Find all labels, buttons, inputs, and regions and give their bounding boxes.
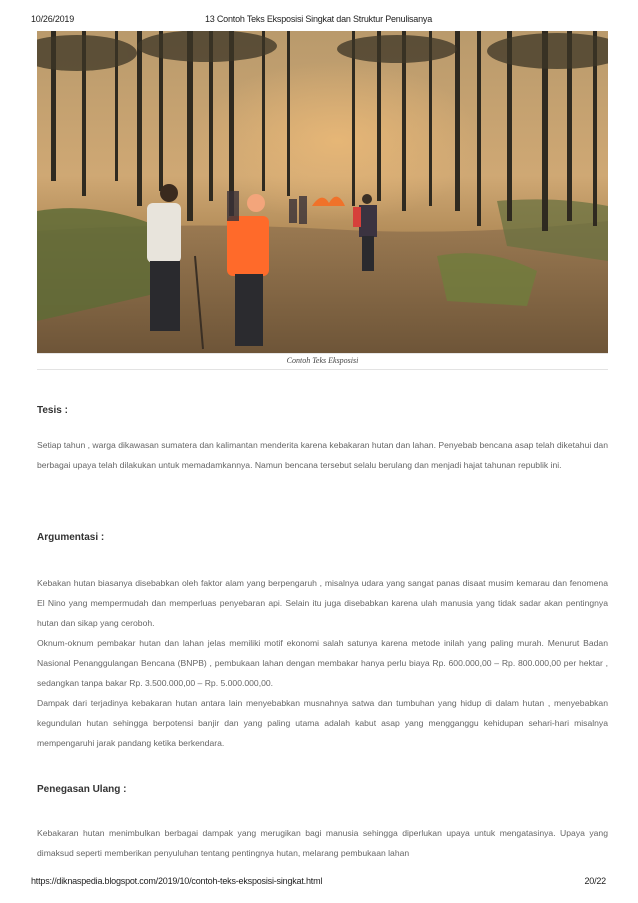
paragraph-penegasan-ulang: Kebakaran hutan menimbulkan berbagai dampak yang merugikan bagi manusia sehingga diperlukan upaya untuk mengatasinya. Upaya yang dimaksud seperti memberikan penyuluhan tentang pentingnya hutan, melarang pembukaan lahan [37,828,608,858]
print-url: https://diknaspedia.blogspot.com/2019/10/contoh-teks-eksposisi-singkat.html [31,876,323,886]
forest-fire-illustration [37,31,608,353]
print-page-title: 13 Contoh Teks Eksposisi Singkat dan Struktur Penulisanya [204,14,433,24]
paragraph-argumentasi-1: Kebakan hutan biasanya disebabkan oleh faktor alam yang berpengaruh , misalnya udara yang sangat panas disaat musim kemarau dan fenomena El Nino yang mempermudah dan memperluas penyebaran api. Selain itu juga disebabkan karena ulah manusia yang tidak sadar akan pentingnya hutan dan sikap yang ceroboh. [37,578,608,628]
paragraph-argumentasi-2: Oknum-oknum pembakar hutan dan lahan jelas memiliki motif ekonomi salah satunya karena metode inilah yang paling murah. Menurut Badan Nasional Penanggulangan Bencana (BNPB) , pembukaan lahan dengan membakar hanya perlu biaya Rp. 600.000,00 – Rp. 800.000,00 per hektar , sedangkan tanpa bakar Rp. 3.500.000,00 – Rp. 5.000.000,00. [37,638,608,688]
argumentasi-section [37,573,608,753]
print-date: 10/26/2019 [31,14,75,24]
caption-divider [37,369,608,370]
paragraph-tesis: Setiap tahun , warga dikawasan sumatera dan kalimantan menderita karena kebakaran hutan dan lahan. Penyebab bencana asap telah diketahui dan berbagai upaya telah dilakukan untuk memadamkannya. Namun bencana tersebut selalu berulang dan menjadi hajat tahunan republik ini. [37,440,608,470]
heading-tesis: Tesis : [37,405,68,416]
print-header [31,14,606,26]
heading-penegasan-ulang: Penegasan Ulang : [37,784,127,795]
print-footer [31,876,606,888]
paragraph-argumentasi-3: Dampak dari terjadinya kebakaran hutan antara lain menyebabkan musnahnya satwa dan tumbuhan yang hidup di dalam hutan , menyebabkan kegundulan hutan sehingga berpotensi banjir dan yang paling utama adalah kabut asap yang mengganggu kehidupan sehari-hari misalnya mempengaruhi jarak pandang ketika berkendara. [37,698,608,748]
forest-fire-photo [37,31,608,354]
heading-argumentasi: Argumentasi : [37,532,105,543]
print-page-number: 20/22 [584,876,606,886]
photo-caption: Contoh Teks Eksposisi [286,356,359,365]
